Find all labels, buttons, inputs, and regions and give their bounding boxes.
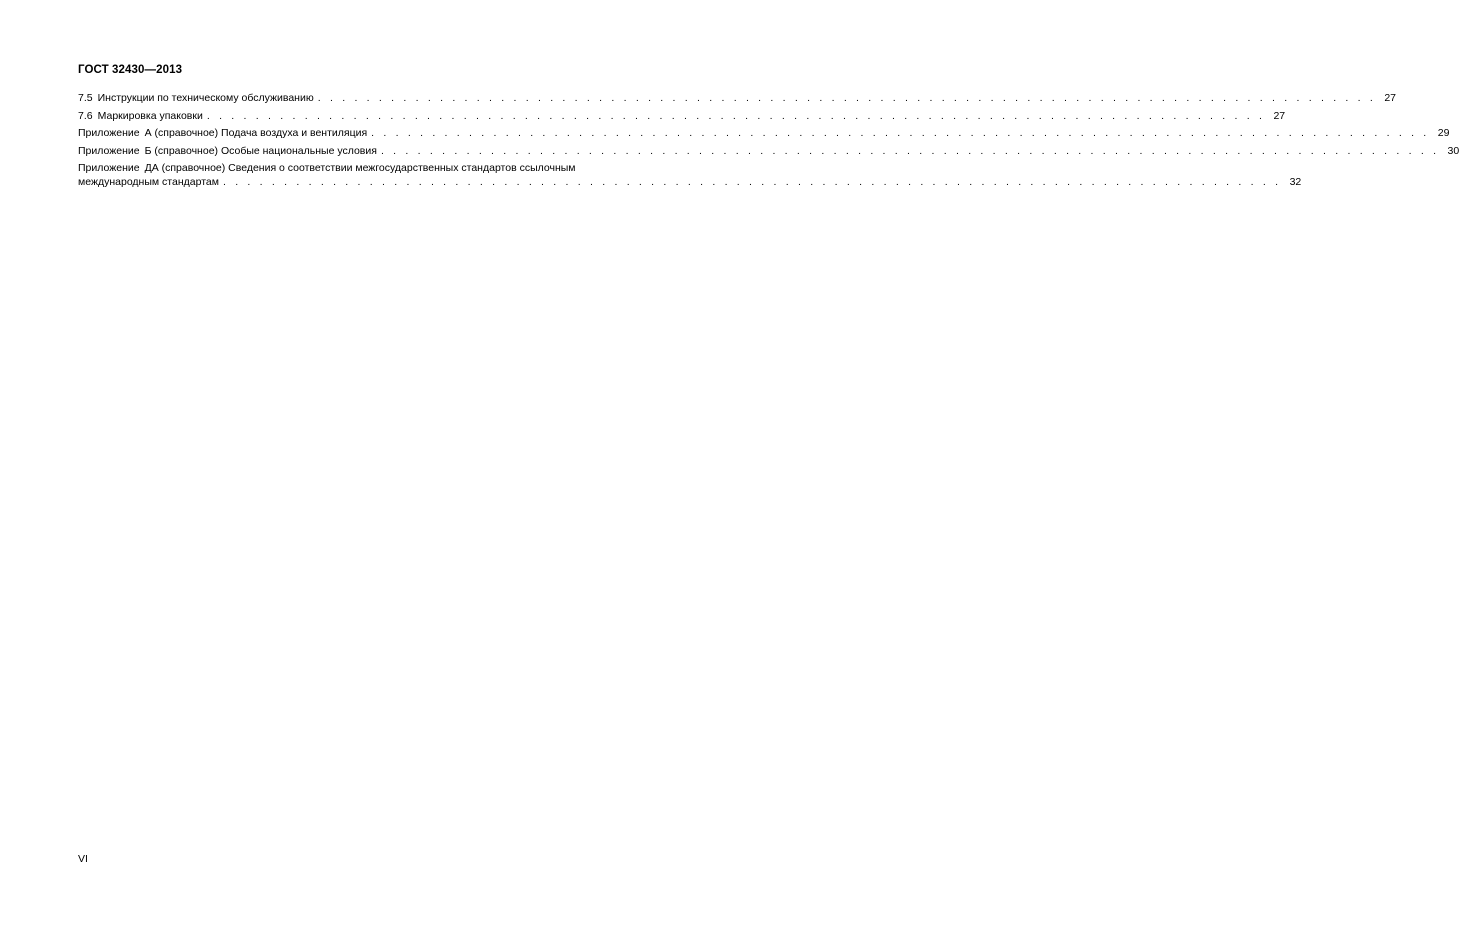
document-code: ГОСТ 32430—2013 [78,64,183,76]
toc-entry-page: 32 [1289,176,1302,188]
toc-entry-title: Б (справочное) Особые национальные условия [144,144,377,157]
toc-appendix-label: Приложение [78,144,140,157]
toc-leader-dots: . . . . . . . . . . . . . . . . . . . . . . . . . . . . . . . . . . . . . . . . . . . . . . . . . . . . . . . . . . . . . . . . . . . . . . . . . . . . . . . . . . . . . . . [317,92,1377,104]
toc-entry-appendix-da-continued[interactable] [78,176,1302,195]
table-of-contents [78,92,1459,195]
toc-entry-7-6[interactable] [78,109,1286,129]
toc-entry-page: 29 [1437,127,1450,139]
toc-entry-appendix-b[interactable] [78,144,1459,164]
toc-entry-title: Инструкции по техническому обслуживанию [97,92,314,104]
page-number: VI [78,853,88,865]
toc-entry-page: 27 [1384,92,1397,104]
toc-appendix-label: Приложение [78,162,140,174]
toc-entry-appendix-a[interactable] [78,127,1450,146]
toc-entry-number: 7.6 [78,109,93,122]
toc-entry-title-line1: ДА (справочное) Сведения о соответствии межгосударственных стандартов ссылочным [144,162,576,174]
toc-leader-dots: . . . . . . . . . . . . . . . . . . . . . . . . . . . . . . . . . . . . . . . . . . . . . . . . . . . . . . . . . . . . . . . . . . . . . . . . . . . . . . . . . . . . . . . [380,144,1440,157]
toc-entry-page: 30 [1447,144,1459,157]
toc-entry-appendix-da[interactable] [78,163,613,177]
toc-leader-dots: . . . . . . . . . . . . . . . . . . . . . . . . . . . . . . . . . . . . . . . . . . . . . . . . . . . . . . . . . . . . . . . . . . . . . . . . . . . . . . . . . . . . . . . [222,176,1282,188]
toc-leader-dots: . . . . . . . . . . . . . . . . . . . . . . . . . . . . . . . . . . . . . . . . . . . . . . . . . . . . . . . . . . . . . . . . . . . . . . . . . . . . . . . . . . . . . . . [371,127,1430,139]
toc-entry-title: Маркировка упаковки [97,109,203,122]
toc-entry-title-line2: международным стандартам [78,176,219,188]
toc-appendix-label: Приложение [78,127,140,139]
toc-entry-7-5[interactable] [78,92,1397,111]
toc-entry-page: 27 [1273,109,1286,122]
toc-leader-dots: . . . . . . . . . . . . . . . . . . . . . . . . . . . . . . . . . . . . . . . . . . . . . . . . . . . . . . . . . . . . . . . . . . . . . . . . . . . . . . . . . . . . . . . [206,109,1266,122]
toc-entry-title: А (справочное) Подача воздуха и вентиляция [144,127,368,139]
toc-entry-number: 7.5 [78,92,93,104]
